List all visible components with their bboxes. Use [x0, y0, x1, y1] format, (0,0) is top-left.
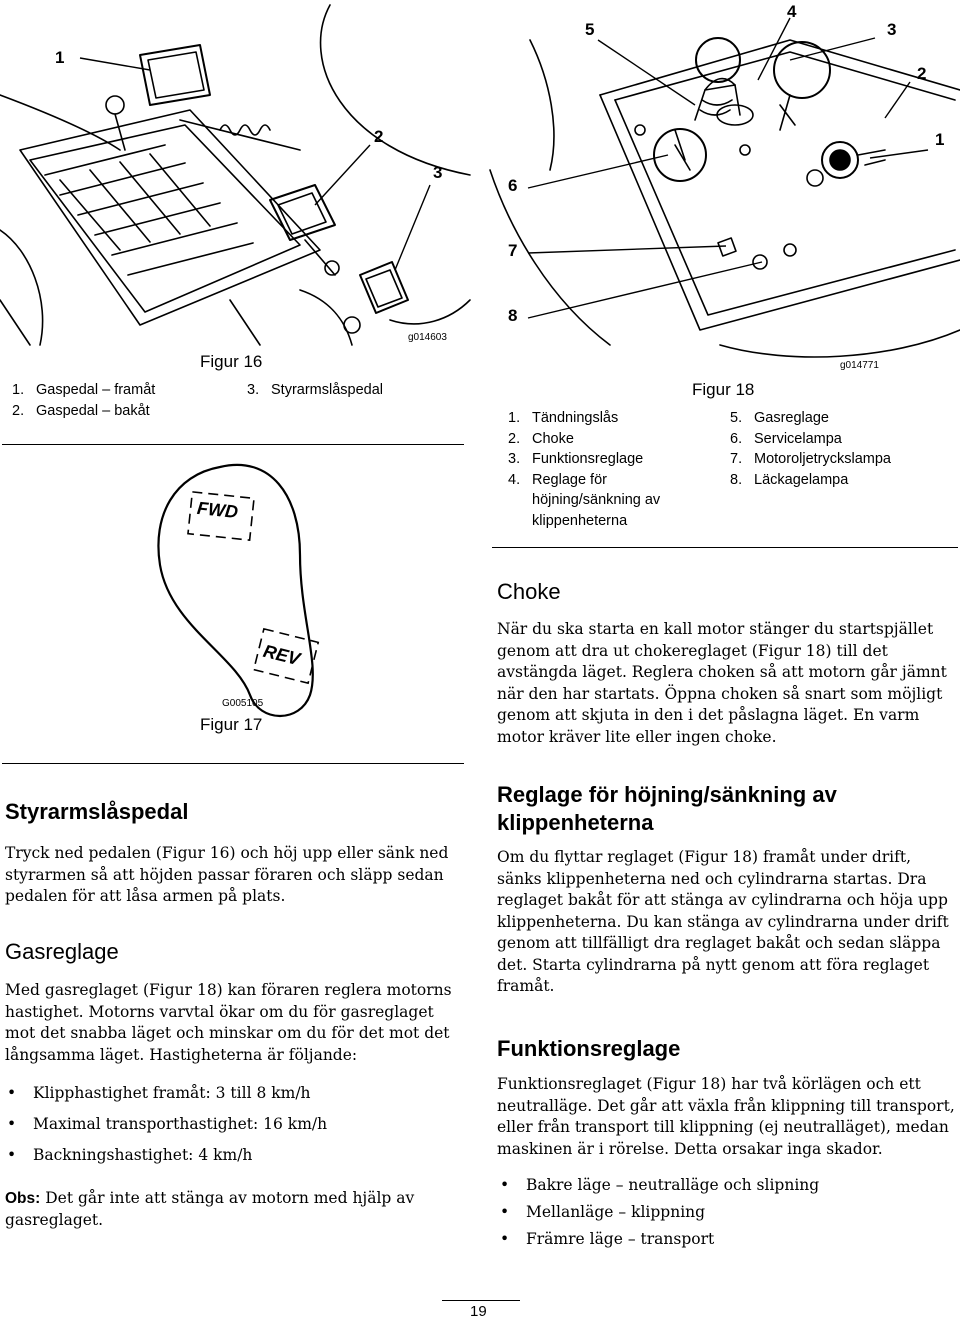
legend-text: Gaspedal – bakåt: [36, 402, 150, 419]
callout-3: 3: [887, 20, 897, 39]
figure-18-caption: Figur 18: [692, 380, 755, 399]
legend-text: Reglage för höjning/sänkning av klippenheterna: [532, 471, 661, 529]
pedal-illustration: [0, 0, 470, 345]
callout-6: 6: [508, 176, 518, 195]
divider: [492, 547, 958, 548]
legend-number: 7.: [730, 451, 743, 467]
callout-8: 8: [508, 306, 518, 325]
legend-number: 3.: [508, 451, 521, 467]
footer-rule: [442, 1300, 520, 1301]
figure-16: [0, 0, 470, 345]
note-label: Obs:: [5, 1190, 41, 1207]
legend-number: 1.: [508, 410, 521, 426]
legend-text: Gaspedal – framåt: [36, 382, 156, 398]
section-heading-choke: Choke: [497, 579, 561, 604]
callout-7: 7: [508, 241, 518, 260]
list-item: • Främre läge – transport: [498, 1230, 938, 1248]
lift-control-paragraph: Om du flyttar reglaget (Figur 18) framåt under drift, sänks klippenheterna ned och cylindrarna startas. Dra reglaget bakåt för att stänga av cylindrarna och höja upp klippenheterna. Du kan stänga av cylindrarna under drift genom att tillfälligt dra reglaget bakåt och sedan släppa det. Starta cylindrarna på nytt genom att föra reglaget framåt.: [497, 848, 949, 995]
legend-number: 3.: [247, 382, 260, 398]
figure-code: g014603: [408, 332, 447, 343]
page-number: 19: [470, 1303, 487, 1320]
throttle-note: [5, 1188, 467, 1231]
callout-2: 2: [917, 64, 927, 83]
legend-text: Servicelampa: [754, 430, 842, 447]
divider: [2, 444, 464, 445]
section-heading-throttle: Gasreglage: [5, 939, 119, 964]
legend-number: 1.: [12, 382, 25, 398]
legend-number: 8.: [730, 471, 743, 488]
legend-text: Tändningslås: [532, 410, 619, 426]
callout-4: 4: [787, 2, 797, 21]
section-heading-function-control: Funktionsreglage: [497, 1036, 681, 1061]
legend-number: 2.: [12, 402, 25, 419]
section-heading-steering-lock: Styrarmslåspedal: [5, 799, 189, 824]
callout-2: 2: [374, 127, 384, 146]
figure-16-caption: Figur 16: [200, 352, 263, 371]
figure-code: G005105: [222, 698, 264, 709]
note-text: Det går inte att stänga av motorn med hjälp av gasreglaget.: [5, 1189, 415, 1229]
legend-number: 5.: [730, 410, 743, 426]
function-control-positions-list: [498, 1176, 938, 1248]
legend-text: Choke: [532, 430, 574, 447]
list-item: • Bakre läge – neutralläge och slipning: [498, 1176, 938, 1194]
divider: [2, 763, 464, 764]
list-item: • Backningshastighet: 4 km/h: [5, 1146, 445, 1164]
legend-number: 6.: [730, 430, 743, 447]
legend-number: 4.: [508, 471, 521, 488]
figure-17: [150, 455, 470, 755]
speed-list: [5, 1084, 445, 1164]
callout-1: 1: [55, 48, 65, 67]
figure-18: [490, 0, 960, 375]
callout-3: 3: [433, 163, 443, 182]
list-item: • Klipphastighet framåt: 3 till 8 km/h: [5, 1084, 445, 1102]
section-heading-lift-control: Reglage för höjning/sänkning av klippenheterna: [497, 782, 837, 835]
rev-label: REV: [261, 640, 303, 670]
legend-text: Styrarmslåspedal: [271, 382, 384, 398]
steering-lock-paragraph: Tryck ned pedalen (Figur 16) och höj upp eller sänk ned styrarmen så att höjden passar föraren och släpp sedan pedalen för att låsa armen på plats.: [5, 844, 449, 905]
legend-number: 2.: [508, 430, 521, 447]
legend-text: Motoroljetryckslampa: [754, 451, 891, 467]
figure-17-caption: Figur 17: [200, 715, 263, 734]
control-panel-illustration: [490, 0, 960, 375]
legend-text: Läckagelampa: [754, 471, 849, 488]
throttle-paragraph: Med gasreglaget (Figur 18) kan föraren reglera motorns hastighet. Motorns varvtal ökar om du för gasreglaget mot det snabba läget och minskar om du för det mot det långsamma läget. Hastigheterna är följande:: [5, 981, 452, 1064]
legend-text: Funktionsreglage: [532, 451, 644, 467]
list-item: • Mellanläge – klippning: [498, 1203, 938, 1221]
choke-paragraph: När du ska starta en kall motor stänger du startspjället genom att dra ut chokereglaget (Figur 18) till det avstängda läget. Reglera choken så att motorn går jämnt när den har startats. Öppna choken så snart som möjligt genom att skjuta in den i det påslagna läget. En varm motor kräver lite eller ingen choke.: [497, 620, 947, 746]
list-item: • Maximal transporthastighet: 16 km/h: [5, 1115, 445, 1133]
legend-text: Gasreglage: [754, 410, 829, 426]
function-control-paragraph: Funktionsreglaget (Figur 18) har två körlägen och ett neutralläge. Det går att växla från klippning till transport, eller från transport till klippning (ej neutralläget), medan maskinen är i rörelse. Detta orsakar inga skador.: [497, 1075, 955, 1158]
fwd-label: FWD: [196, 497, 239, 523]
callout-5: 5: [585, 20, 595, 39]
callout-1: 1: [935, 130, 945, 149]
figure-code: g014771: [840, 360, 879, 371]
